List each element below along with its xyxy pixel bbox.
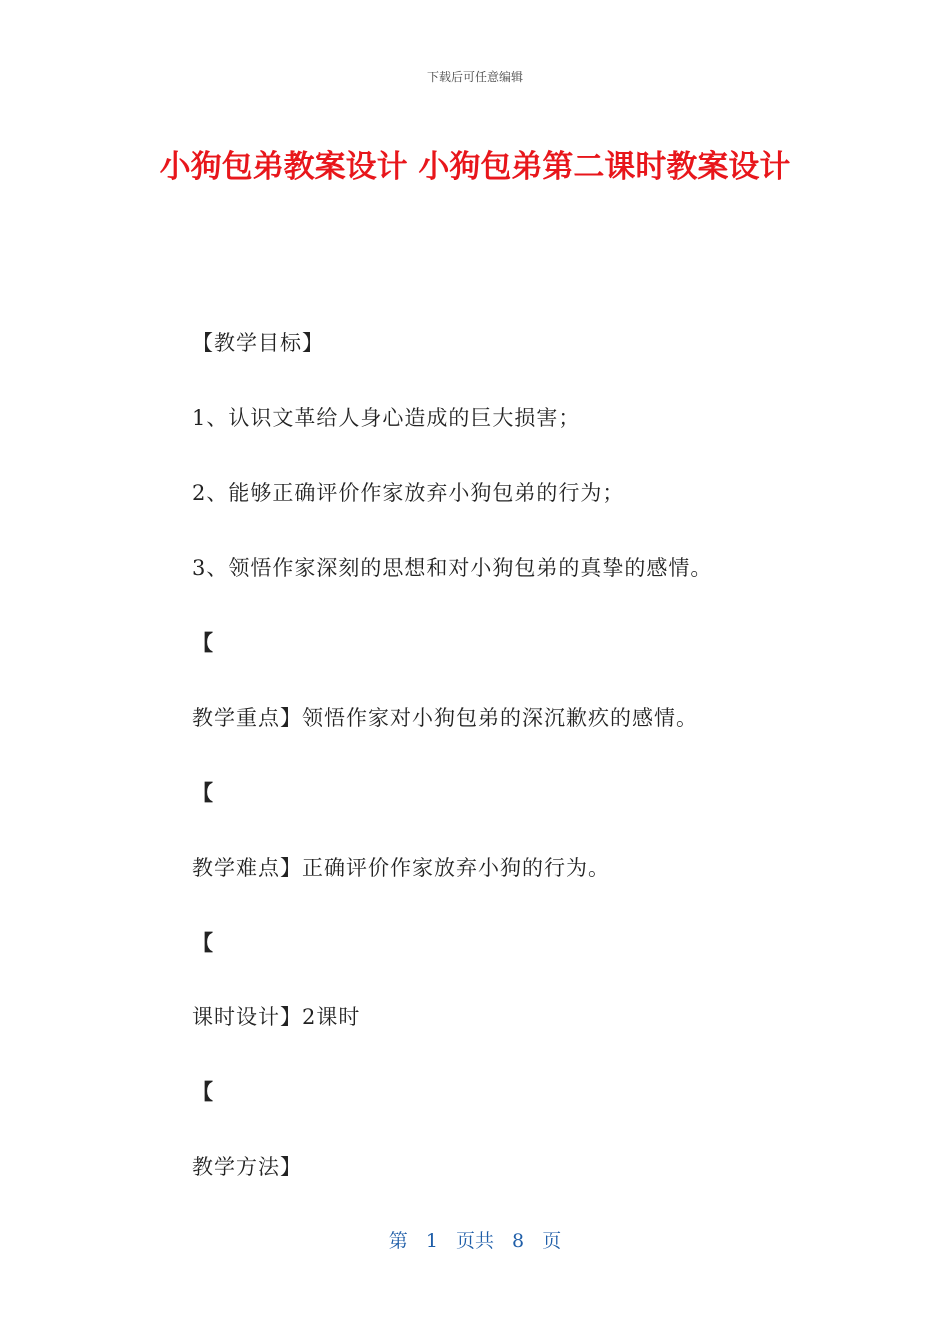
paragraph-bracket-3: 【 [192, 930, 214, 955]
paragraph-bracket-4: 【 [192, 1079, 214, 1104]
paragraph-teaching-goals-heading: 【教学目标】 [192, 331, 324, 355]
footer-middle: 页共 [455, 1230, 494, 1252]
footer-current-page: 1 [425, 1230, 438, 1252]
paragraph-goal-1: 1、认识文革给人身心造成的巨大损害； [192, 406, 581, 430]
paragraph-teaching-methods: 教学方法】 [192, 1155, 302, 1179]
document-title: 小狗包弟教案设计 小狗包弟第二课时教案设计 [159, 149, 791, 185]
paragraph-bracket-2: 【 [192, 780, 214, 805]
page-header-note: 下载后可任意编辑 [426, 70, 523, 84]
footer-suffix: 页 [542, 1230, 562, 1252]
paragraph-class-hours: 课时设计】2课时 [192, 1005, 361, 1029]
paragraph-teaching-difficulty: 教学难点】正确评价作家放弃小狗的行为。 [192, 856, 610, 880]
paragraph-goal-2: 2、能够正确评价作家放弃小狗包弟的行为； [192, 481, 625, 505]
paragraph-goal-3: 3、领悟作家深刻的思想和对小狗包弟的真挚的感情。 [192, 556, 713, 580]
paragraph-teaching-focus: 教学重点】领悟作家对小狗包弟的深沉歉疚的感情。 [192, 706, 698, 730]
page-footer [0, 1226, 950, 1253]
paragraph-bracket-1: 【 [192, 630, 214, 655]
footer-prefix: 第 [388, 1230, 408, 1252]
footer-total-pages: 8 [512, 1230, 525, 1252]
